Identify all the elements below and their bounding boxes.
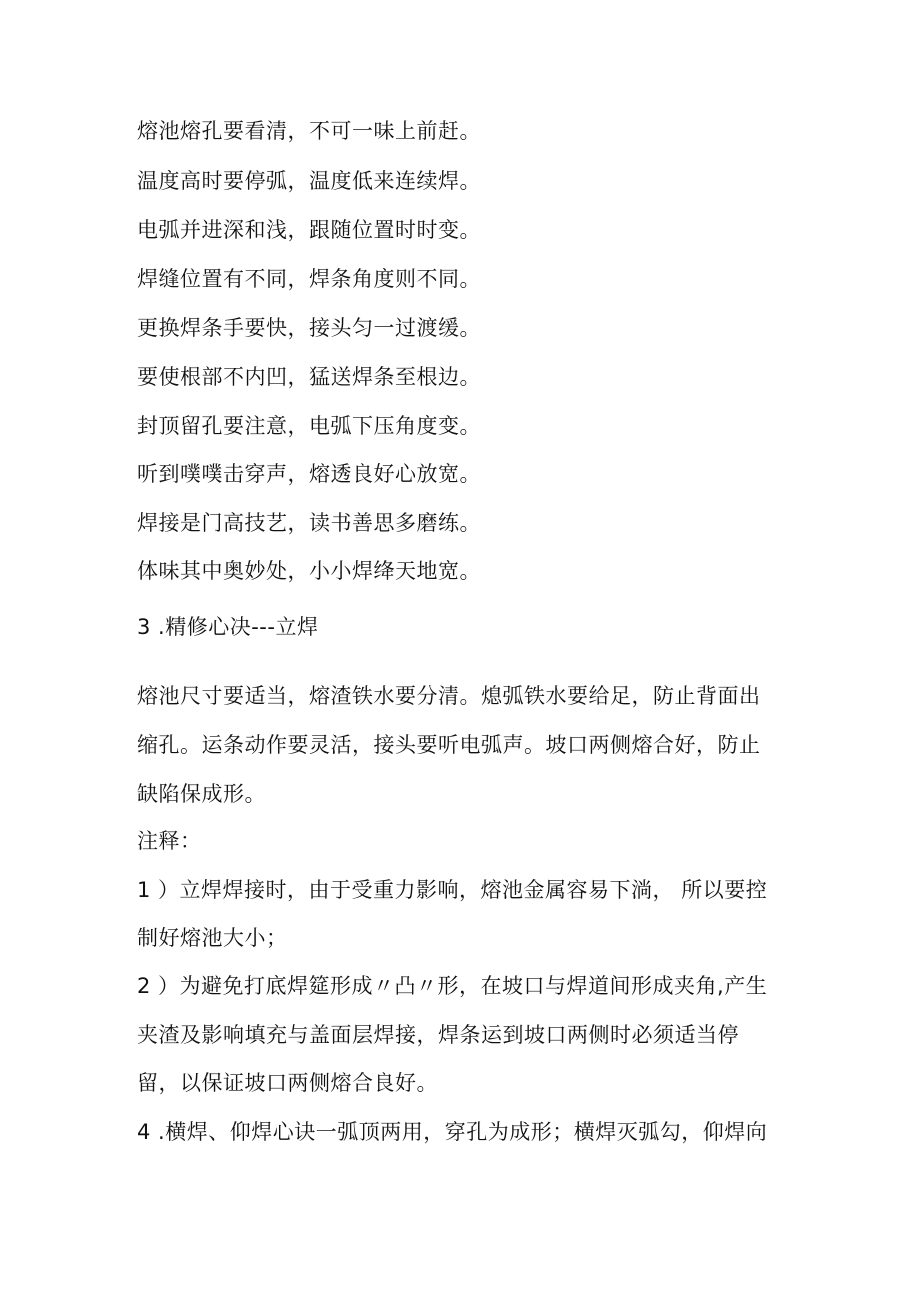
- verse-line-1: 熔池熔孔要看清，不可一味上前赶。: [137, 119, 481, 143]
- section-3-heading: 3 .精修心决---立焊: [137, 615, 319, 639]
- verse-line-9: 焊接是门高技艺，读书善思多磨练。: [137, 511, 481, 535]
- verse-line-7: 封顶留孔要注意，电弧下压角度变。: [137, 414, 481, 438]
- verse-line-8: 听到噗噗击穿声，熔透良好心放宽。: [137, 462, 481, 486]
- section-3-paragraph-line-2: 缩孔。运条动作要灵活，接头要听电弧声。坡口两侧熔合好，防止: [137, 733, 761, 757]
- note-1-line-2: 制好熔池大小；: [137, 926, 288, 950]
- verse-line-5: 更换焊条手要快，接头匀一过渡缓。: [137, 316, 481, 340]
- verse-line-2: 温度高时要停弧，温度低来连续焊。: [137, 169, 481, 193]
- verse-line-4: 焊缝位置有不同，焊条角度则不同。: [137, 267, 481, 291]
- note-2-line-1: 2 ）为避免打底焊筵形成〃凸〃形，在坡口与焊道间形成夹角,产生: [137, 974, 768, 998]
- section-3-paragraph-line-3: 缺陷保成形。: [137, 782, 266, 806]
- section-4-heading: 4 .横焊、仰焊心诀一弧顶两用，穿孔为成形；横焊灭弧勾，仰焊向: [137, 1120, 768, 1144]
- verse-line-10: 体味其中奥妙处，小小焊绛天地宽。: [137, 559, 481, 583]
- note-2-line-2: 夹渣及影响填充与盖面层焊接，焊条运到坡口两侧时必须适当停: [137, 1023, 739, 1047]
- verse-line-6: 要使根部不内凹，猛送焊条至根边。: [137, 365, 481, 389]
- note-1-line-1: 1 ）立焊焊接时，由于受重力影响，熔池金属容易下淌， 所以要控: [137, 878, 768, 902]
- notes-label: 注释：: [137, 829, 202, 853]
- note-2-line-3: 留，以保证坡口两侧熔合良好。: [137, 1071, 438, 1095]
- section-3-paragraph-line-1: 熔池尺寸要适当，熔渣铁水要分清。熄弧铁水要给足，防止背面出: [137, 684, 761, 708]
- verse-line-3: 电弧并进深和浅，跟随位置时时变。: [137, 218, 481, 242]
